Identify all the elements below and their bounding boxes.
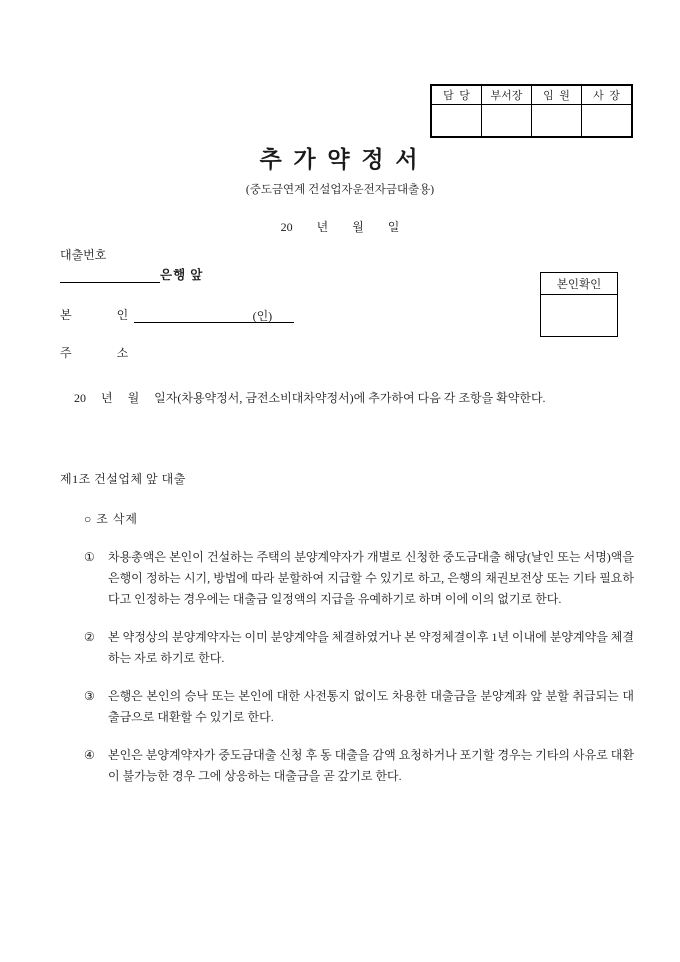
page-subtitle: (중도금연계 건설업자운전자금대출용) xyxy=(245,184,435,196)
article1-items xyxy=(84,547,634,804)
seal-label: (인) xyxy=(252,309,273,323)
article1-item-1 xyxy=(84,547,634,610)
article1-item-3 xyxy=(84,686,634,728)
address-label: 주 소 xyxy=(60,346,129,360)
approval-stamp-cell[interactable] xyxy=(431,105,482,138)
deleted-clause: ○ 조 삭제 xyxy=(84,512,139,526)
item-text: 본 약정상의 분양계약자는 이미 분양계약을 체결하였거나 본 약정체결이후 1년 이내에 분양계약을 체결하는 자로 하기로 한다. xyxy=(108,630,634,665)
item-text: 본인은 분양계약자가 중도금대출 신청 후 동 대출을 감액 요청하거나 포기할 경우는 기타의 사유로 대환이 불가능한 경우 그에 상응하는 대출금을 곧 갚기로 한다. xyxy=(108,748,634,783)
approval-stamp-cell[interactable] xyxy=(532,105,582,138)
page-title: 추 가 약 정 서 xyxy=(259,147,421,172)
bank-name-blank[interactable] xyxy=(60,266,160,283)
self-confirmation-box xyxy=(540,272,618,337)
self-confirmation-stamp-area[interactable] xyxy=(541,295,617,333)
date-line: 20 년 월 일 xyxy=(280,220,400,234)
applicant-line xyxy=(60,306,294,323)
bank-line xyxy=(60,265,203,283)
approval-header-president: 사 장 xyxy=(582,85,633,105)
item-number: ④ xyxy=(84,748,95,762)
approval-table xyxy=(430,84,633,138)
applicant-label: 본 인 xyxy=(60,308,135,322)
approval-header-row xyxy=(431,85,632,105)
approval-header-staff: 담 당 xyxy=(431,85,482,105)
article1-item-2 xyxy=(84,627,634,669)
item-number: ③ xyxy=(84,689,95,703)
approval-stamp-cell[interactable] xyxy=(582,105,633,138)
approval-stamp-cell[interactable] xyxy=(482,105,532,138)
intro-paragraph: 20 년 월 일자(차용약정서, 금전소비대차약정서)에 추가하여 다음 각 조항을 확약한다. xyxy=(74,391,546,405)
approval-stamp-row xyxy=(431,105,632,138)
bank-suffix-label: 은행 앞 xyxy=(160,268,204,282)
approval-header-dept-head: 부서장 xyxy=(482,85,532,105)
item-number: ② xyxy=(84,630,95,644)
approval-header-executive: 임 원 xyxy=(532,85,582,105)
item-text: 은행은 본인의 승낙 또는 본인에 대한 사전통지 없이도 차용한 대출금을 분양계좌 앞 분할 취급되는 대출금으로 대환할 수 있기로 한다. xyxy=(108,689,634,724)
item-number: ① xyxy=(84,550,95,564)
article1-title: 제1조 건설업체 앞 대출 xyxy=(60,472,186,486)
loan-number-label: 대출번호 xyxy=(60,248,107,262)
item-text: 차용총액은 본인이 건설하는 주택의 분양계약자가 개별로 신청한 중도금대출 해당(날인 또는 서명)액을 은행이 정하는 시기, 방법에 따라 분할하여 지급할 수 있기로 하고, 은행의 채권보전상 또는 기타 필요하다고 인정하는 경우에는 대출금 일정액의 지급을 유예하기로 하며 이에 이의 없기로 한다. xyxy=(108,550,634,606)
applicant-name-blank[interactable] xyxy=(134,307,294,323)
article1-item-4 xyxy=(84,745,634,787)
self-confirmation-label: 본인확인 xyxy=(541,273,617,295)
